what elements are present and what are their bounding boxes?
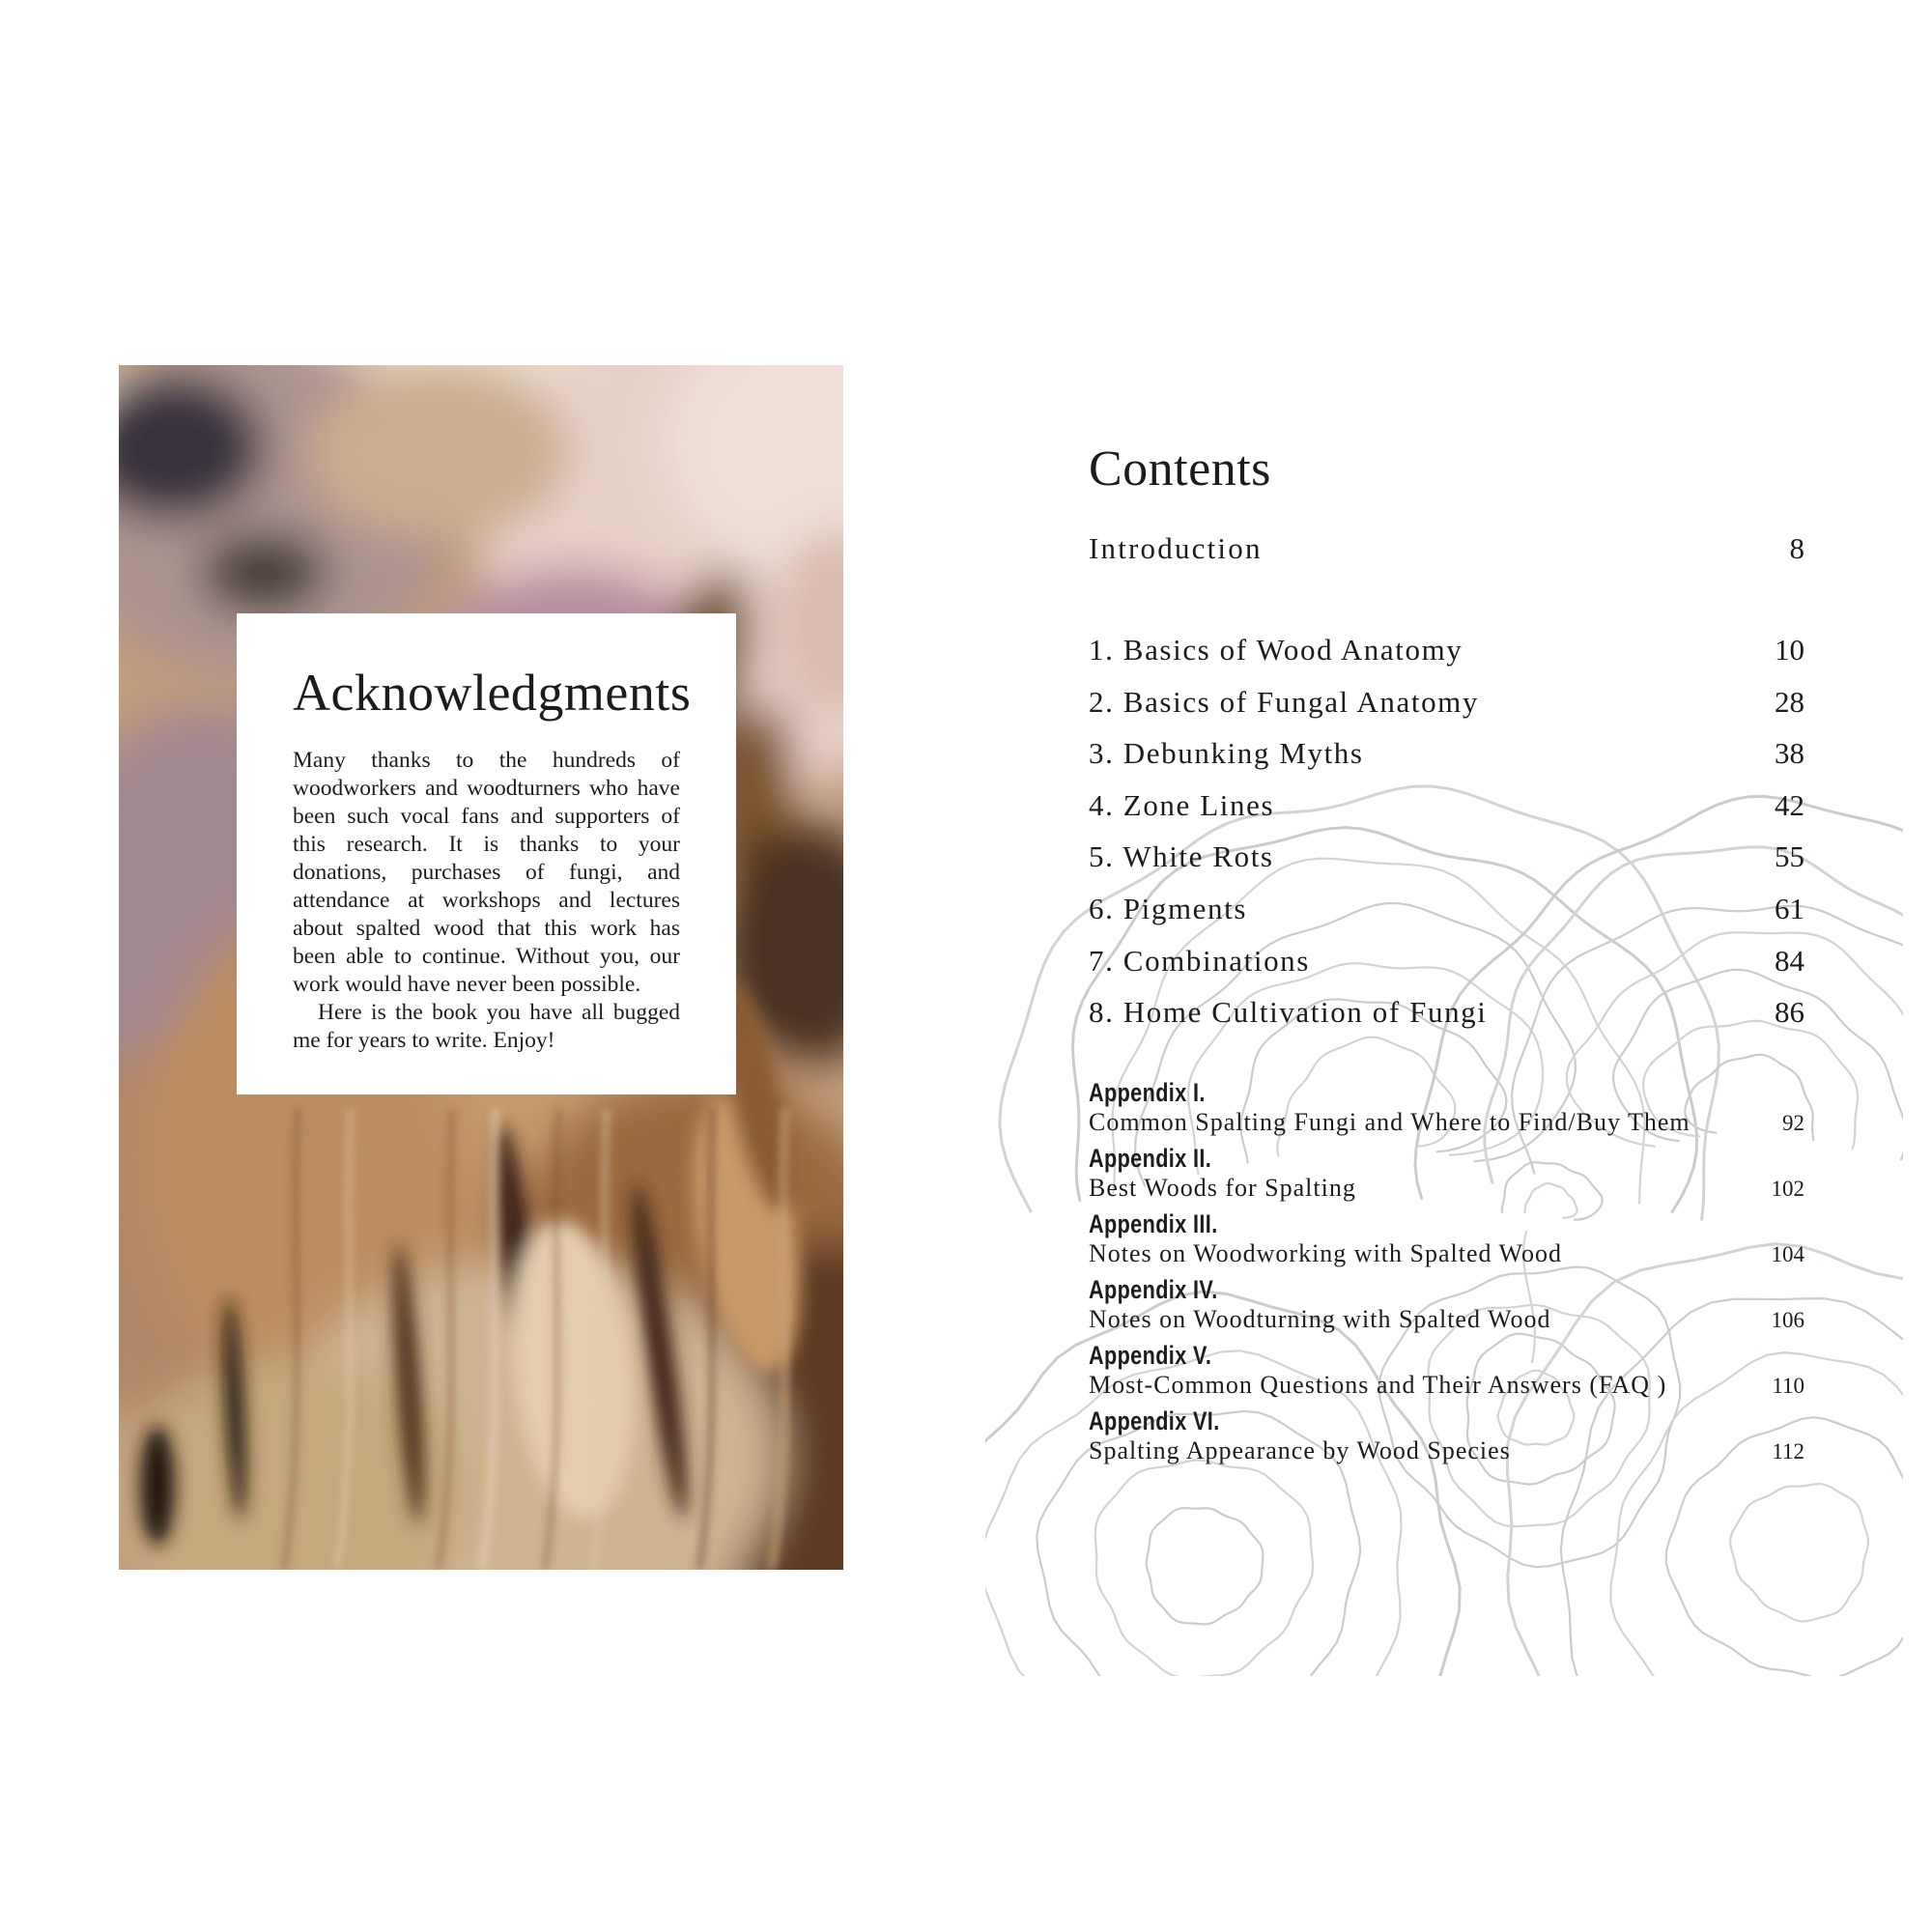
appendix-group: [1089, 1407, 1804, 1467]
toc-entry-label: 5. White Rots: [1089, 839, 1274, 874]
appendix-label: [1089, 1342, 1804, 1370]
chapter-list: [1089, 624, 1804, 1038]
toc-entry-page-number: 84: [1775, 943, 1804, 978]
toc-entry-label: Introduction: [1089, 531, 1263, 565]
toc-entry-label: 2. Basics of Fungal Anatomy: [1089, 684, 1479, 719]
appendix-page-number: 106: [1771, 1308, 1804, 1332]
appendix-group: [1089, 1276, 1804, 1336]
toc-entry-page-number: 8: [1789, 531, 1804, 565]
toc-entry-page-number: 61: [1775, 891, 1804, 925]
appendix-list: [1089, 1079, 1804, 1473]
acknowledgments-heading: Acknowledgments: [293, 664, 692, 722]
appendix-title-row: [1089, 1370, 1804, 1402]
appendix-page-number: 102: [1771, 1177, 1804, 1201]
appendix-title-row: [1089, 1304, 1804, 1336]
appendix-label: [1089, 1145, 1804, 1173]
toc-entry-page-number: 42: [1775, 787, 1804, 822]
appendix-title: Notes on Woodworking with Spalted Wood: [1089, 1239, 1563, 1267]
appendix-group: [1089, 1342, 1804, 1402]
appendix-label: [1089, 1276, 1804, 1304]
acknowledgments-box: [237, 613, 736, 1094]
appendix-label-text: Appendix I.: [1089, 1078, 1206, 1107]
appendix-label: [1089, 1210, 1804, 1238]
appendix-title-row: [1089, 1435, 1804, 1467]
appendix-group: [1089, 1145, 1804, 1205]
appendix-label-text: Appendix VI.: [1089, 1406, 1220, 1435]
toc-entry-page-number: 86: [1775, 995, 1804, 1030]
toc-row-introduction: [1089, 527, 1804, 570]
appendix-title-row: [1089, 1238, 1804, 1270]
appendix-title-row: [1089, 1107, 1804, 1139]
toc-row-chapter: [1089, 883, 1804, 935]
toc-entry-label: 1. Basics of Wood Anatomy: [1089, 633, 1463, 667]
toc-row-chapter: [1089, 831, 1804, 883]
appendix-label: [1089, 1407, 1804, 1435]
appendix-label-text: Appendix II.: [1089, 1144, 1212, 1173]
toc-row-chapter: [1089, 935, 1804, 987]
appendix-title: Best Woods for Spalting: [1089, 1174, 1356, 1202]
toc-row-chapter: [1089, 624, 1804, 676]
appendix-title: Spalting Appearance by Wood Species: [1089, 1436, 1511, 1464]
appendix-label-text: Appendix V.: [1089, 1341, 1212, 1370]
appendix-title: Common Spalting Fungi and Where to Find/Buy Them: [1089, 1108, 1690, 1136]
appendix-page-number: 92: [1782, 1111, 1804, 1135]
toc-row-chapter: [1089, 676, 1804, 728]
toc-entry-page-number: 28: [1775, 684, 1804, 719]
toc-entry-page-number: 38: [1775, 736, 1804, 771]
toc-entry-label: 8. Home Cultivation of Fungi: [1089, 995, 1488, 1030]
appendix-page-number: 110: [1772, 1374, 1804, 1398]
toc-entry-label: 4. Zone Lines: [1089, 787, 1275, 822]
appendix-group: [1089, 1210, 1804, 1270]
appendix-title: Most-Common Questions and Their Answers (FAQ ): [1089, 1371, 1667, 1399]
acknowledgments-paragraph-2: Here is the book you have all bugged me for years to write. Enjoy!: [293, 1000, 680, 1053]
appendix-title: Notes on Woodturning with Spalted Wood: [1089, 1305, 1551, 1333]
toc-row-chapter: [1089, 727, 1804, 780]
appendix-title-row: [1089, 1173, 1804, 1205]
contents-title: Contents: [1089, 441, 1271, 497]
appendix-label-text: Appendix IV.: [1089, 1275, 1218, 1304]
appendix-page-number: 112: [1772, 1439, 1804, 1463]
toc-entry-label: 7. Combinations: [1089, 943, 1310, 978]
appendix-group: [1089, 1079, 1804, 1139]
toc-entry-label: 3. Debunking Myths: [1089, 736, 1364, 771]
appendix-label: [1089, 1079, 1804, 1107]
appendix-label-text: Appendix III.: [1089, 1209, 1218, 1238]
acknowledgments-paragraph: Many thanks to the hundreds of woodworkers and woodturners who have been such vocal fans and supporters of this research. It is thanks to your donations, purchases of fungi, and attendance at workshops and lectures about spalted wood that this work has been able to continue. Without you, our work would have never been possible.: [293, 748, 680, 997]
appendix-page-number: 104: [1771, 1242, 1804, 1266]
toc-row-chapter: [1089, 986, 1804, 1038]
toc-entry-label: 6. Pigments: [1089, 891, 1248, 925]
toc-row-chapter: [1089, 780, 1804, 832]
toc-entry-page-number: 55: [1775, 839, 1804, 874]
toc-entry-page-number: 10: [1775, 633, 1804, 667]
